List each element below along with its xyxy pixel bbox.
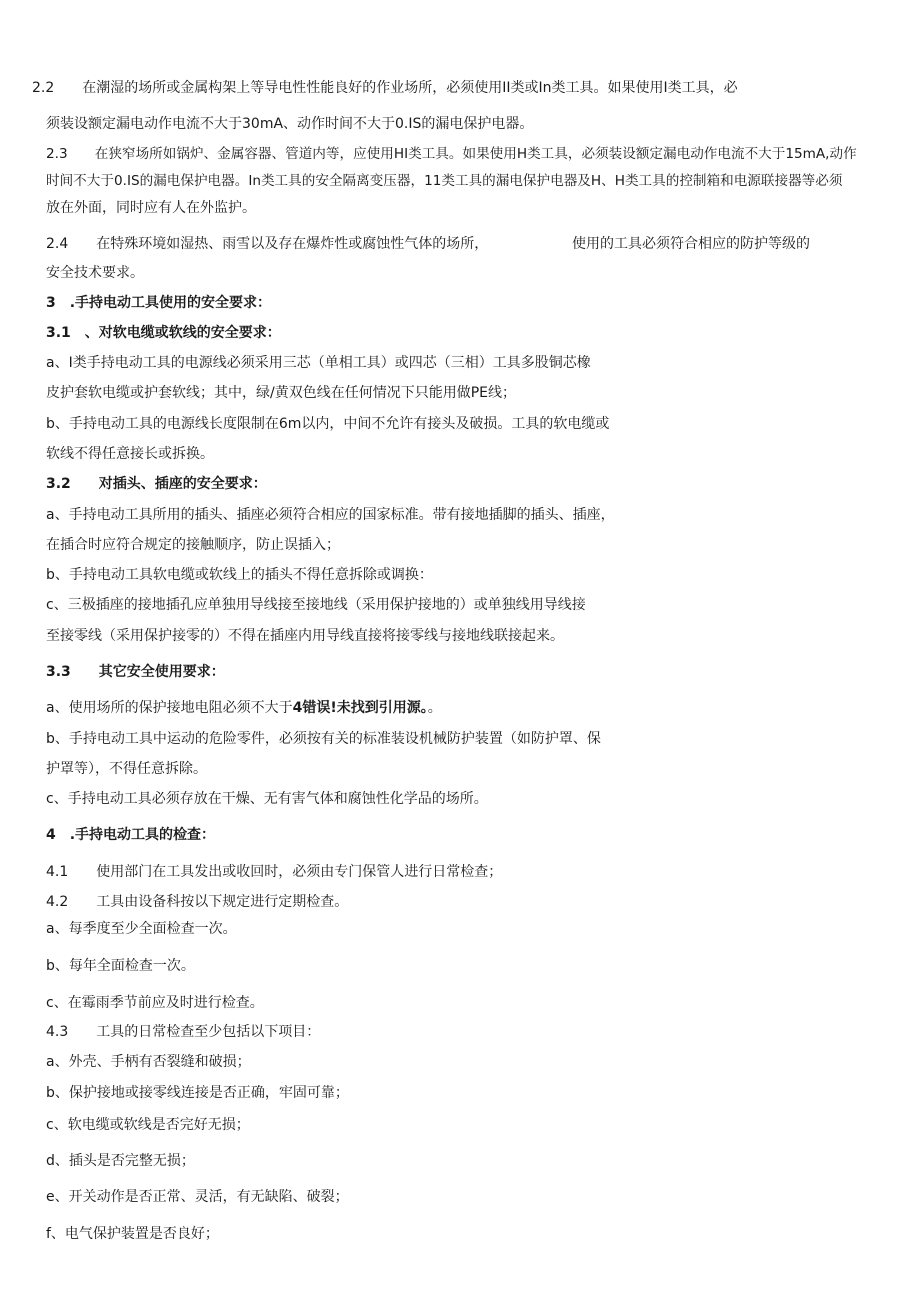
paragraph-line: 4.2 工具由设备科按以下规定进行定期检查。 — [46, 894, 349, 910]
paragraph-line: 至接零线（采用保护接零的）不得在插座内用导线直接将接零线与接地线联接起来。 — [46, 628, 564, 644]
paragraph-line: c、在霉雨季节前应及时进行检查。 — [46, 995, 264, 1011]
subsection-heading: 3.3 其它安全使用要求： — [46, 664, 225, 680]
paragraph-line: f、电气保护装置是否良好； — [46, 1226, 219, 1242]
paragraph-line: 护罩等），不得任意拆除。 — [46, 761, 207, 777]
paragraph-line: 安全技术要求。 — [46, 265, 144, 281]
paragraph-line: 2.4 在特殊环境如湿热、雨雪以及存在爆炸性或腐蚀性气体的场所， — [46, 236, 489, 252]
paragraph-line: 使用的工具必须符合相应的防护等级的 — [572, 236, 810, 252]
paragraph-line: b、保护接地或接零线连接是否正确，牢固可靠； — [46, 1085, 349, 1101]
paragraph-line: b、手持电动工具软电缆或软线上的插头不得任意拆除或调换： — [46, 567, 433, 583]
section-heading: 4 .手持电动工具的检查： — [46, 827, 216, 843]
field-error-text: 4错误!未找到引用源。 — [292, 700, 428, 716]
line-end: 。 — [427, 700, 442, 716]
paragraph-line: 4.3 工具的日常检查至少包括以下项目： — [46, 1024, 321, 1040]
paragraph-line: a、I类手持电动工具的电源线必须采用三芯（单相工具）或四芯（三相）工具多股铜芯橡 — [46, 355, 591, 371]
paragraph-line: 2.3 在狭窄场所如锅炉、金属容器、管道内等，应使用HI类工具。如果使用H类工具，必须装设额定漏电动作电流不大于15mA,动作 — [46, 146, 857, 162]
paragraph-line: b、手持电动工具的电源线长度限制在6m以内，中间不允许有接头及破损。工具的软电缆或 — [46, 416, 610, 432]
paragraph-line: a、外壳、手柄有否裂缝和破损； — [46, 1054, 251, 1070]
paragraph-line: 4.1 使用部门在工具发出或收回时，必须由专门保管人进行日常检查； — [46, 864, 503, 880]
paragraph-line: 皮护套软电缆或护套软线；其中，绿/黄双色线在任何情况下只能用做PE线； — [46, 385, 517, 401]
paragraph-line: b、每年全面检查一次。 — [46, 958, 195, 974]
paragraph-line: 软线不得任意接长或拆换。 — [46, 446, 214, 462]
paragraph-line: c、三极插座的接地插孔应单独用导线接至接地线（采用保护接地的）或单独线用导线接 — [46, 597, 586, 613]
paragraph-line: b、手持电动工具中运动的危险零件，必须按有关的标准装设机械防护装置（如防护罩、保 — [46, 731, 601, 747]
line-text: a、使用场所的保护接地电阻必须不大于 — [46, 700, 293, 716]
paragraph-line — [46, 698, 442, 718]
paragraph-line: c、手持电动工具必须存放在干燥、无有害气体和腐蚀性化学品的场所。 — [46, 791, 488, 807]
paragraph-line: c、软电缆或软线是否完好无损； — [46, 1117, 250, 1133]
paragraph-line: 放在外面，同时应有人在外监护。 — [46, 200, 256, 216]
paragraph-line: 须装设额定漏电动作电流不大于30mA、动作时间不大于0.IS的漏电保护电器。 — [46, 116, 534, 132]
paragraph-line: 2.2 在潮湿的场所或金属构架上等导电性性能良好的作业场所，必须使用II类或In类工具。如果使用I类工具，必 — [32, 80, 738, 96]
paragraph-line: 时间不大于0.IS的漏电保护电器。In类工具的安全隔离变压器，11类工具的漏电保护电器及H、H类工具的控制箱和电源联接器等必须 — [46, 173, 843, 189]
paragraph-line: a、手持电动工具所用的插头、插座必须符合相应的国家标准。带有接地插脚的插头、插座， — [46, 507, 615, 523]
paragraph-line: 在插合时应符合规定的接触顺序，防止误插入； — [46, 537, 340, 553]
section-heading: 3 .手持电动工具使用的安全要求： — [46, 295, 272, 311]
subsection-heading: 3.2 对插头、插座的安全要求： — [46, 476, 267, 492]
paragraph-line: a、每季度至少全面检查一次。 — [46, 921, 237, 937]
paragraph-line: d、插头是否完整无损； — [46, 1153, 195, 1169]
paragraph-line: e、开关动作是否正常、灵活，有无缺陷、破裂； — [46, 1189, 349, 1205]
subsection-heading: 3.1 、对软电缆或软线的安全要求： — [46, 325, 281, 341]
